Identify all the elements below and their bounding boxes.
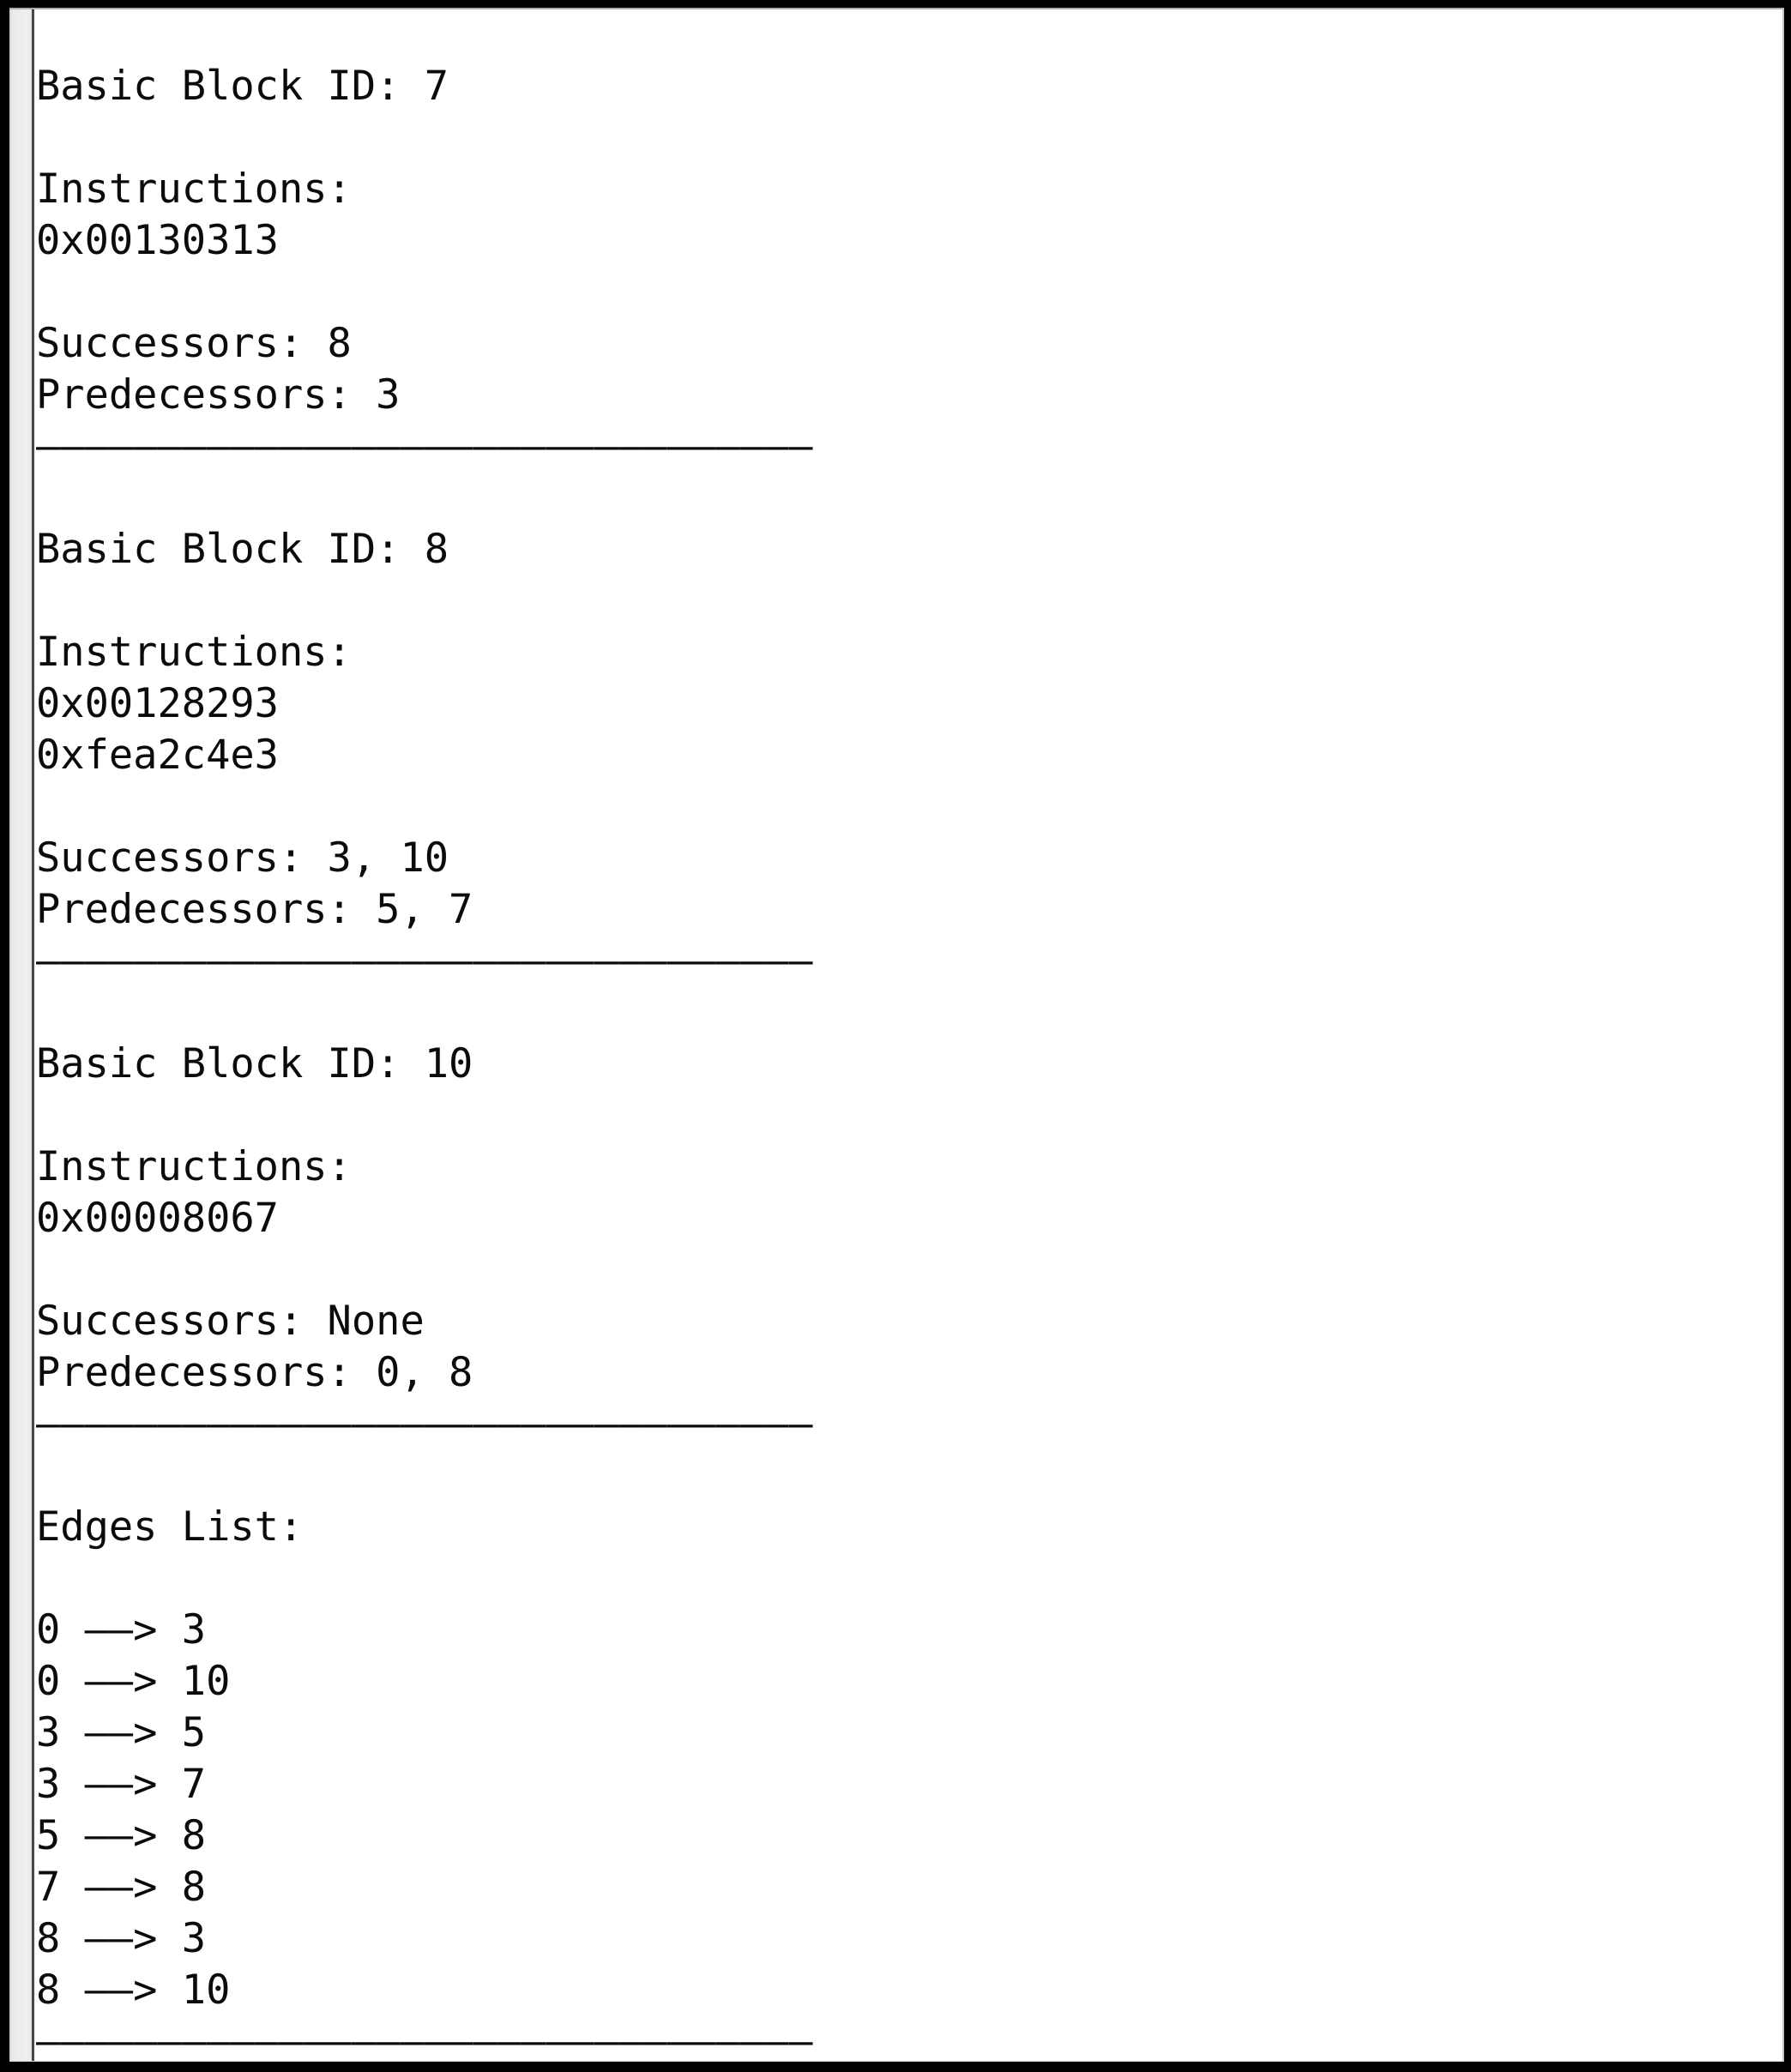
terminal-line: 8 ––> 3 bbox=[36, 1915, 207, 1962]
terminal-line: Predecessors: 5, 7 bbox=[36, 886, 473, 933]
terminal-line bbox=[36, 1090, 1782, 1141]
terminal-line bbox=[36, 987, 1782, 1039]
terminal-line: 0 ––> 10 bbox=[36, 1658, 231, 1705]
terminal-line: –––––––––––––––––––––––––––––––– bbox=[36, 937, 813, 985]
terminal-line bbox=[36, 473, 1782, 524]
output-window bbox=[9, 8, 1784, 2062]
terminal-line bbox=[36, 1450, 1782, 1502]
terminal-line: Successors: 3, 10 bbox=[36, 834, 449, 882]
scrollbar-track[interactable] bbox=[9, 9, 34, 2061]
terminal-line: 0x00128293 bbox=[36, 680, 279, 727]
terminal-line: Predecessors: 3 bbox=[36, 371, 401, 419]
terminal-line bbox=[36, 267, 1782, 318]
terminal-line bbox=[36, 575, 1782, 627]
terminal-line: 3 ––> 7 bbox=[36, 1761, 207, 1808]
terminal-line bbox=[36, 1244, 1782, 1296]
terminal-output bbox=[34, 9, 1782, 2061]
terminal-line: –––––––––––––––––––––––––––––––– bbox=[36, 1400, 813, 1448]
terminal-line: Basic Block ID: 8 bbox=[36, 526, 449, 573]
terminal-line: Successors: 8 bbox=[36, 320, 352, 367]
terminal-line: Predecessors: 0, 8 bbox=[36, 1349, 473, 1396]
terminal-line: Basic Block ID: 10 bbox=[36, 1040, 473, 1087]
terminal-line: 3 ––> 5 bbox=[36, 1709, 207, 1756]
terminal-line: 0x00008067 bbox=[36, 1195, 279, 1242]
terminal-line: –––––––––––––––––––––––––––––––– bbox=[36, 2018, 813, 2061]
terminal-line: 8 ––> 10 bbox=[36, 1967, 231, 2014]
terminal-line bbox=[36, 781, 1782, 833]
terminal-line: 0xfea2c4e3 bbox=[36, 732, 279, 779]
terminal-line: 0x00130313 bbox=[36, 217, 279, 264]
terminal-line bbox=[36, 112, 1782, 164]
terminal-line: Edges List: bbox=[36, 1503, 304, 1551]
terminal-line: Basic Block ID: 7 bbox=[36, 63, 449, 110]
terminal-line: Successors: None bbox=[36, 1298, 425, 1345]
terminal-line: –––––––––––––––––––––––––––––––– bbox=[36, 423, 813, 470]
terminal-line: 7 ––> 8 bbox=[36, 1864, 207, 1911]
terminal-line: Instructions: bbox=[36, 629, 352, 676]
terminal-line: Instructions: bbox=[36, 1143, 352, 1190]
terminal-line: Instructions: bbox=[36, 166, 352, 213]
terminal-line bbox=[36, 9, 1782, 61]
terminal-line: 5 ––> 8 bbox=[36, 1812, 207, 1859]
terminal-line bbox=[36, 1553, 1782, 1605]
terminal-line: 0 ––> 3 bbox=[36, 1606, 207, 1653]
